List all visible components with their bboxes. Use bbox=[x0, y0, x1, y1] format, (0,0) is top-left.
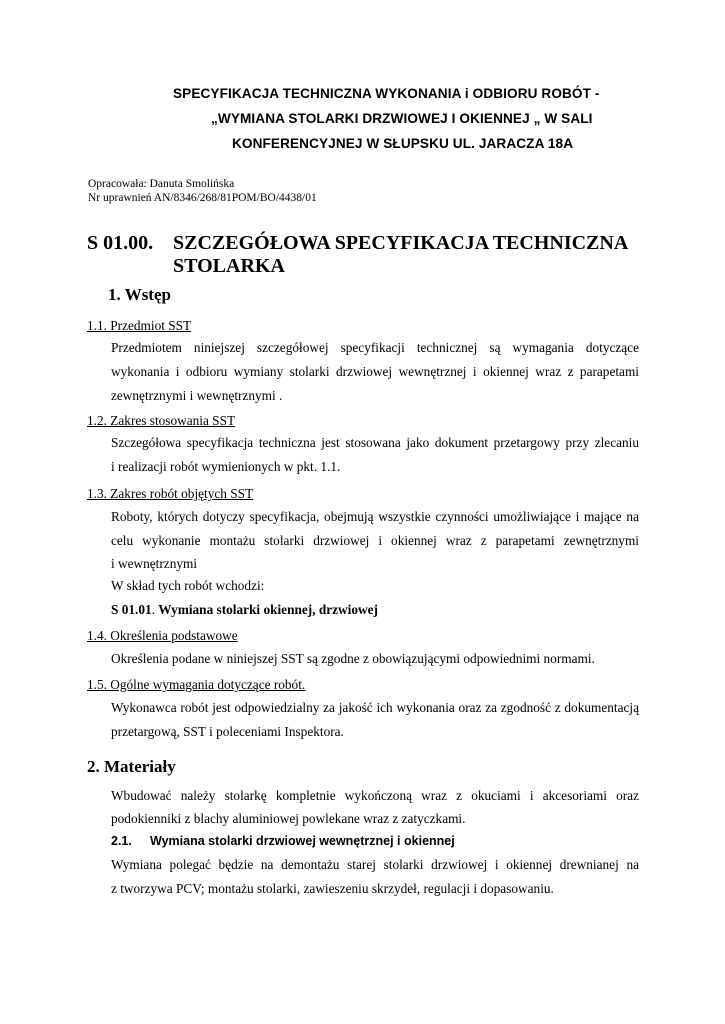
spec-title-line-1: SZCZEGÓŁOWA SPECYFIKACJA TECHNICZNA bbox=[173, 232, 629, 254]
section-1-1-line-2: wykonania i odbioru wymiany stolarki drzwiowej wewnętrznej i okiennej wraz z parapetami bbox=[111, 364, 639, 379]
section-2-1-line-2: z tworzywa PCV; montażu stolarki, zawieszeniu skrzydeł, regulacji i dopasowaniu. bbox=[111, 881, 554, 896]
section-2-1-number: 2.1. bbox=[111, 834, 132, 848]
author-license: Nr uprawnień AN/8346/268/81POM/BO/4438/01 bbox=[88, 192, 317, 204]
section-1-3-line-3: i wewnętrznymi bbox=[111, 556, 198, 571]
section-1-2-title: 1.2. Zakres stosowania SST bbox=[87, 413, 236, 428]
header-line-3: KONFERENCYJNEJ W SŁUPSKU UL. JARACZA 18A bbox=[232, 136, 574, 151]
section-2-line-2: podokienniki z blachy aluminiowej powlekane wraz z zatyczkami. bbox=[111, 811, 466, 826]
section-1-5-title: 1.5. Ogólne wymagania dotyczące robót. bbox=[87, 677, 306, 692]
section-1-4-title: 1.4. Określenia podstawowe bbox=[87, 628, 238, 643]
section-1-3-title: 1.3. Zakres robót objętych SST bbox=[87, 486, 254, 501]
item-text: Wymiana stolarki okiennej, drzwiowej bbox=[158, 602, 378, 617]
section-1-3-line-2: celu wykonanie montażu stolarki drzwiowej i okiennej wraz z parapetami zewnętrznymi bbox=[111, 533, 639, 548]
section-2-line-1: Wbudować należy stolarkę kompletnie wykończoną wraz z okuciami i akcesoriami oraz bbox=[111, 788, 639, 803]
section-1-1-line-3: zewnętrznymi i wewnętrznymi . bbox=[111, 388, 283, 403]
section-1-5-line-1: Wykonawca robót jest odpowiedzialny za jakość ich wykonania oraz za zgodność z dokumentacją bbox=[111, 700, 639, 715]
section-1-4-line-1: Określenia podane w niniejszej SST są zgodne z obowiązującymi odpowiednimi normami. bbox=[111, 651, 595, 666]
item-code: S 01.01 bbox=[111, 602, 152, 617]
item-separator: . bbox=[151, 602, 159, 617]
section-1-2-line-1: Szczegółowa specyfikacja techniczna jest stosowana jako dokument przetargowy przy zlecaniu bbox=[111, 435, 639, 450]
section-2-heading: 2. Materiały bbox=[87, 757, 176, 776]
section-1-1-title: 1.1. Przedmiot SST bbox=[87, 318, 192, 333]
section-1-heading: 1. Wstęp bbox=[108, 285, 171, 304]
spec-number: S 01.00. bbox=[87, 232, 154, 254]
section-1-3-item bbox=[111, 602, 378, 618]
section-2-1-title: Wymiana stolarki drzwiowej wewnętrznej i okiennej bbox=[150, 834, 455, 848]
header-line-1: SPECYFIKACJA TECHNICZNA WYKONANIA i ODBIORU ROBÓT - bbox=[173, 86, 600, 101]
section-1-2-line-2: i realizacji robót wymienionych w pkt. 1.1. bbox=[111, 459, 341, 474]
section-1-3-line-4: W skład tych robót wchodzi: bbox=[111, 578, 265, 593]
author-name: Opracowała: Danuta Smolińska bbox=[88, 178, 235, 190]
section-2-1-line-1: Wymiana polegać będzie na demontażu starej stolarki drzwiowej i okiennej drewnianej na bbox=[111, 857, 639, 872]
spec-title-line-2: STOLARKA bbox=[173, 255, 285, 277]
section-1-5-line-2: przetargową, SST i poleceniami Inspektora. bbox=[111, 724, 344, 739]
header-line-2: „WYMIANA STOLARKI DRZWIOWEJ I OKIENNEJ „ W SALI bbox=[211, 111, 593, 126]
section-1-3-line-1: Roboty, których dotyczy specyfikacja, obejmują wszystkie czynności umożliwiające i mające na bbox=[111, 509, 639, 524]
section-1-1-line-1: Przedmiotem niniejszej szczegółowej specyfikacji technicznej są wymagania dotyczące bbox=[111, 340, 639, 355]
